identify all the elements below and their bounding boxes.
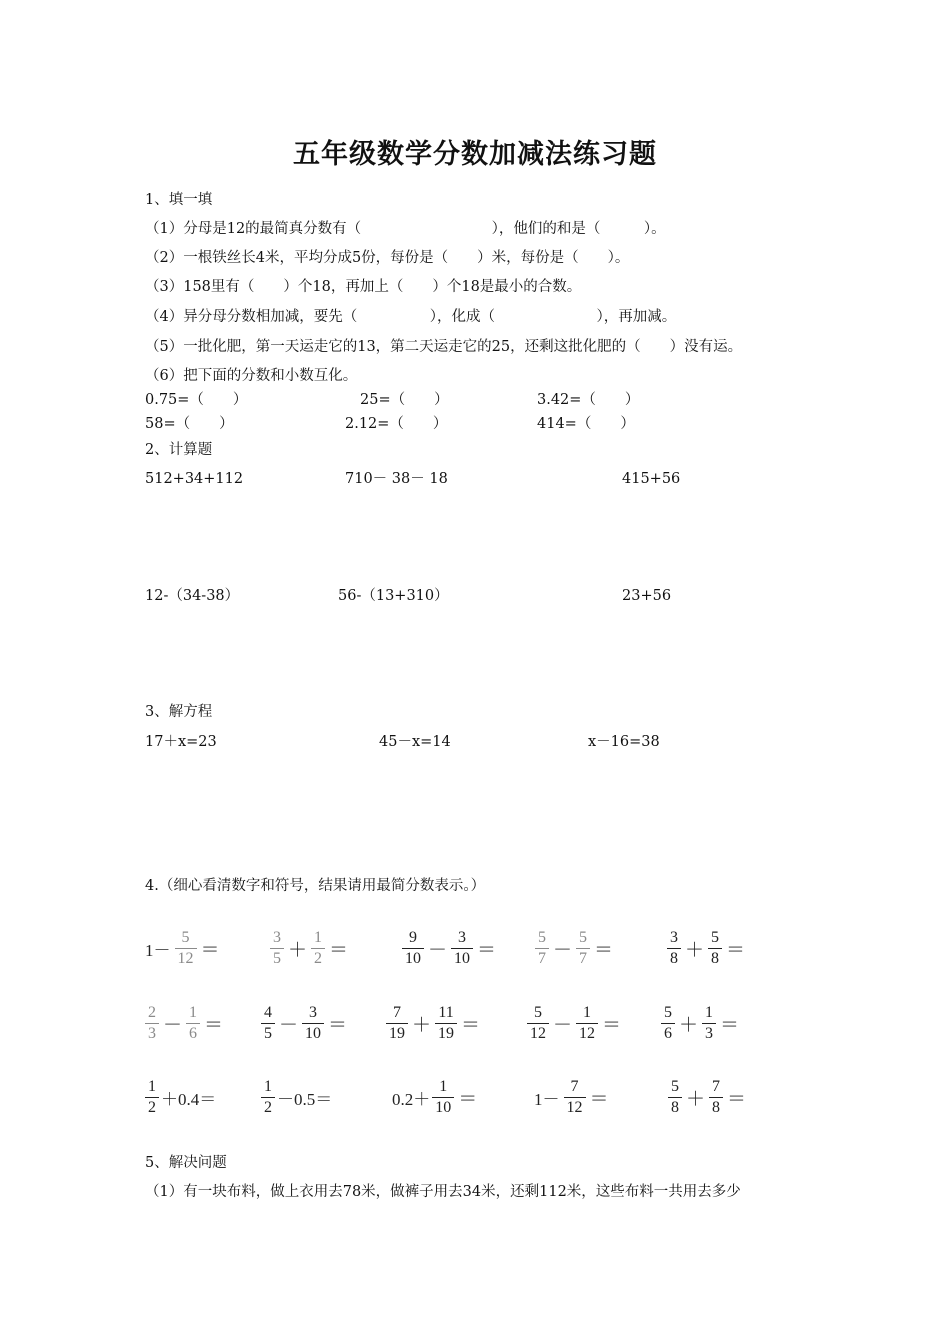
fraction-exercise: $\frac{1}{2}$ ＋0.4＝ bbox=[143, 1077, 216, 1118]
calc-item: 415+56 bbox=[622, 471, 681, 487]
fraction: $\frac{5}{12}$ bbox=[175, 928, 197, 969]
fraction-exercise: $\frac{5}{7}$ － $\frac{5}{7}$ ＝ bbox=[533, 928, 615, 969]
fraction: $\frac{3}{10}$ bbox=[302, 1003, 324, 1044]
word-problem-1: （1）有一块布料，做上衣用去78米，做裤子用去34米，还剩112米，这些布料一共用去多少 bbox=[145, 1184, 741, 1200]
conversion-item: 3.42=（ ） bbox=[537, 392, 640, 408]
fraction: $\frac{7}{12}$ bbox=[564, 1077, 586, 1118]
question-1-5: （5）一批化肥，第一天运走它的13，第二天运走它的25，还剩这批化肥的（ ）没有运。 bbox=[145, 339, 743, 355]
calc-item: 23+56 bbox=[622, 588, 672, 604]
conversion-item: 414=（ ） bbox=[537, 416, 635, 432]
fraction-exercise: $\frac{5}{6}$ ＋ $\frac{1}{3}$ ＝ bbox=[659, 1003, 741, 1044]
fraction: $\frac{9}{10}$ bbox=[402, 928, 424, 969]
fraction-exercise: $\frac{3}{5}$ ＋ $\frac{1}{2}$ ＝ bbox=[268, 928, 350, 969]
fraction: $\frac{3}{8}$ bbox=[667, 928, 681, 969]
calc-item: 12-（34-38） bbox=[145, 588, 240, 604]
fraction: $\frac{1}{2}$ bbox=[145, 1077, 159, 1118]
fraction: $\frac{1}{2}$ bbox=[311, 928, 325, 969]
page-title: 五年级数学分数加减法练习题 bbox=[293, 139, 657, 170]
fraction-exercise: $\frac{1}{2}$ －0.5＝ bbox=[259, 1077, 332, 1118]
calc-item: 710－ 38－ 18 bbox=[345, 471, 448, 487]
fraction: $\frac{3}{10}$ bbox=[451, 928, 473, 969]
fraction-exercise: $\frac{9}{10}$ － $\frac{3}{10}$ ＝ bbox=[400, 928, 498, 969]
fraction: $\frac{5}{12}$ bbox=[527, 1003, 549, 1044]
fraction: $\frac{1}{2}$ bbox=[261, 1077, 275, 1118]
fraction-exercise: $\frac{5}{8}$ ＋ $\frac{7}{8}$ ＝ bbox=[666, 1077, 748, 1118]
fraction: $\frac{5}{7}$ bbox=[576, 928, 590, 969]
fraction: $\frac{5}{8}$ bbox=[668, 1077, 682, 1118]
fraction: $\frac{7}{19}$ bbox=[386, 1003, 408, 1044]
conversion-item: 58=（ ） bbox=[145, 416, 234, 432]
section-5-heading: 5、解决问题 bbox=[145, 1155, 227, 1171]
conversion-item: 25=（ ） bbox=[360, 392, 449, 408]
fraction: $\frac{5}{8}$ bbox=[708, 928, 722, 969]
equation-item: 45－x=14 bbox=[379, 734, 451, 750]
section-2-heading: 2、计算题 bbox=[145, 442, 213, 458]
question-1-6: （6）把下面的分数和小数互化。 bbox=[145, 368, 358, 384]
question-1-1: （1）分母是12的最简真分数有（ ），他们的和是（ ）。 bbox=[145, 221, 666, 237]
question-1-4: （4）异分母分数相加减，要先（ ），化成（ ），再加减。 bbox=[145, 309, 677, 325]
fraction: $\frac{3}{5}$ bbox=[270, 928, 284, 969]
fraction-exercise: 0.2＋ $\frac{1}{10}$ ＝ bbox=[392, 1078, 478, 1116]
fraction: $\frac{4}{5}$ bbox=[261, 1003, 275, 1044]
equation-item: 17＋x=23 bbox=[145, 734, 217, 750]
question-1-3: （3）158里有（ ）个18，再加上（ ）个18是最小的合数。 bbox=[145, 279, 582, 295]
fraction: $\frac{5}{7}$ bbox=[535, 928, 549, 969]
fraction: $\frac{11}{19}$ bbox=[435, 1003, 457, 1044]
fraction: $\frac{1}{3}$ bbox=[702, 1003, 716, 1044]
equation-item: x－16=38 bbox=[588, 734, 660, 750]
fraction: $\frac{1}{6}$ bbox=[186, 1003, 200, 1044]
fraction-exercise: $\frac{7}{19}$ ＋ $\frac{11}{19}$ ＝ bbox=[384, 1003, 482, 1044]
fraction: $\frac{5}{6}$ bbox=[661, 1003, 675, 1044]
fraction-exercise: $\frac{2}{3}$ － $\frac{1}{6}$ ＝ bbox=[143, 1003, 225, 1044]
fraction-exercise: $\frac{4}{5}$ － $\frac{3}{10}$ ＝ bbox=[259, 1003, 349, 1044]
fraction-exercise: 1－ $\frac{5}{12}$ ＝ bbox=[145, 929, 220, 967]
fraction: $\frac{1}{10}$ bbox=[432, 1077, 454, 1118]
fraction: $\frac{1}{12}$ bbox=[576, 1003, 598, 1044]
fraction: $\frac{7}{8}$ bbox=[709, 1077, 723, 1118]
calc-item: 512+34+112 bbox=[145, 471, 244, 487]
conversion-item: 0.75=（ ） bbox=[145, 392, 248, 408]
section-3-heading: 3、解方程 bbox=[145, 704, 213, 720]
fraction-exercise: 1－ $\frac{7}{12}$ ＝ bbox=[534, 1078, 609, 1116]
fraction-exercise: $\frac{3}{8}$ ＋ $\frac{5}{8}$ ＝ bbox=[665, 928, 747, 969]
fraction-exercise: $\frac{5}{12}$ － $\frac{1}{12}$ ＝ bbox=[525, 1003, 623, 1044]
fraction: $\frac{2}{3}$ bbox=[145, 1003, 159, 1044]
section-4-heading: 4.（细心看清数字和符号，结果请用最简分数表示。） bbox=[145, 878, 486, 894]
conversion-item: 2.12=（ ） bbox=[345, 416, 448, 432]
section-1-heading: 1、填一填 bbox=[145, 192, 213, 208]
question-1-2: （2）一根铁丝长4米，平均分成5份，每份是（ ）米，每份是（ ）。 bbox=[145, 250, 630, 266]
calc-item: 56-（13+310） bbox=[338, 588, 449, 604]
